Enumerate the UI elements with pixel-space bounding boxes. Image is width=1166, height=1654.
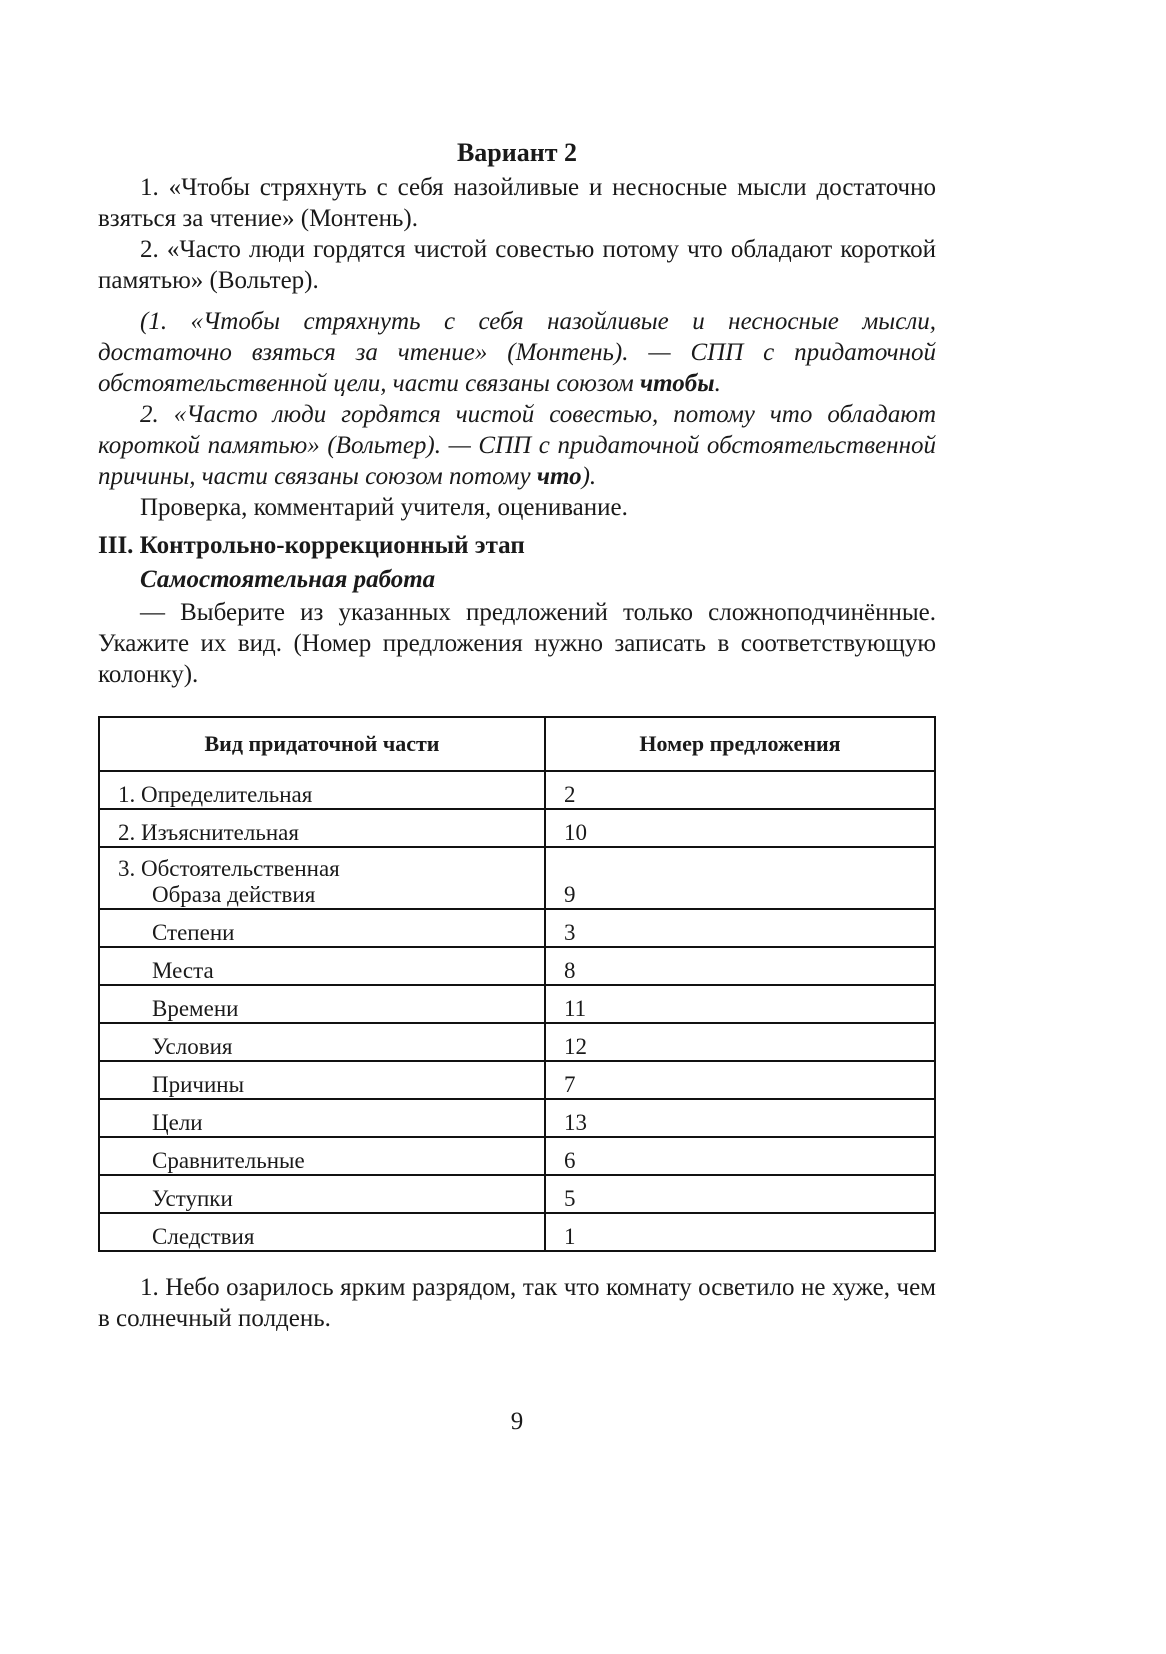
task-1: 1. «Чтобы стряхнуть с себя назойливые и несносные мысли достаточно взяться за чтение» (Монтень). xyxy=(98,174,936,232)
table-row: Цели 13 xyxy=(99,1099,935,1137)
sentence-1: 1. Небо озарилось ярким разрядом, так что комнату осветило не хуже, чем в солнечный полдень. xyxy=(98,1274,936,1332)
table-row: Уступки 5 xyxy=(99,1175,935,1213)
check-note: Проверка, комментарий учителя, оценивание. xyxy=(140,494,628,521)
table-row: 3. Обстоятельственная Образа действия 9 xyxy=(99,847,935,909)
table-row: Места 8 xyxy=(99,947,935,985)
variant-title: Вариант 2 xyxy=(456,138,578,167)
table-row: Причины 7 xyxy=(99,1061,935,1099)
section-title: III. Контрольно-коррекционный этап xyxy=(98,532,525,559)
table-header-row xyxy=(99,717,935,771)
page-content xyxy=(98,130,936,1334)
instruction: — Выберите из указанных предложений только сложноподчинённые. Укажите их вид. (Номер предложения нужно записать в соответствующую колонку). xyxy=(98,599,936,688)
table-header: Вид придаточной части xyxy=(99,717,545,771)
answer-2: 2. «Часто люди гордятся чистой совестью, потому что обладают короткой памятью» (Вольтер). — СПП с придаточной обстоятельственной причины, части связаны союзом потому что). xyxy=(98,401,936,490)
table-row: Сравнительные 6 xyxy=(99,1137,935,1175)
table-row: Условия 12 xyxy=(99,1023,935,1061)
page-number: 9 xyxy=(510,1408,524,1435)
table-row: Следствия 1 xyxy=(99,1213,935,1251)
table-row: 2. Изъяснительная 10 xyxy=(99,809,935,847)
table-row: Степени 3 xyxy=(99,909,935,947)
answer-1: (1. «Чтобы стряхнуть с себя назойливые и несносные мысли, достаточно взяться за чтение» (Монтень). — СПП с придаточной обстоятельственной цели, части связаны союзом чтобы. xyxy=(98,308,936,397)
table-header: Номер предложения xyxy=(545,717,935,771)
section-subtitle: Самостоятельная работа xyxy=(140,566,436,593)
table-row: 1. Определительная 2 xyxy=(99,771,935,809)
answer-table xyxy=(98,716,936,1252)
task-2: 2. «Часто люди гордятся чистой совестью потому что обладают короткой памятью» (Вольтер). xyxy=(98,236,936,294)
table-row: Времени 11 xyxy=(99,985,935,1023)
